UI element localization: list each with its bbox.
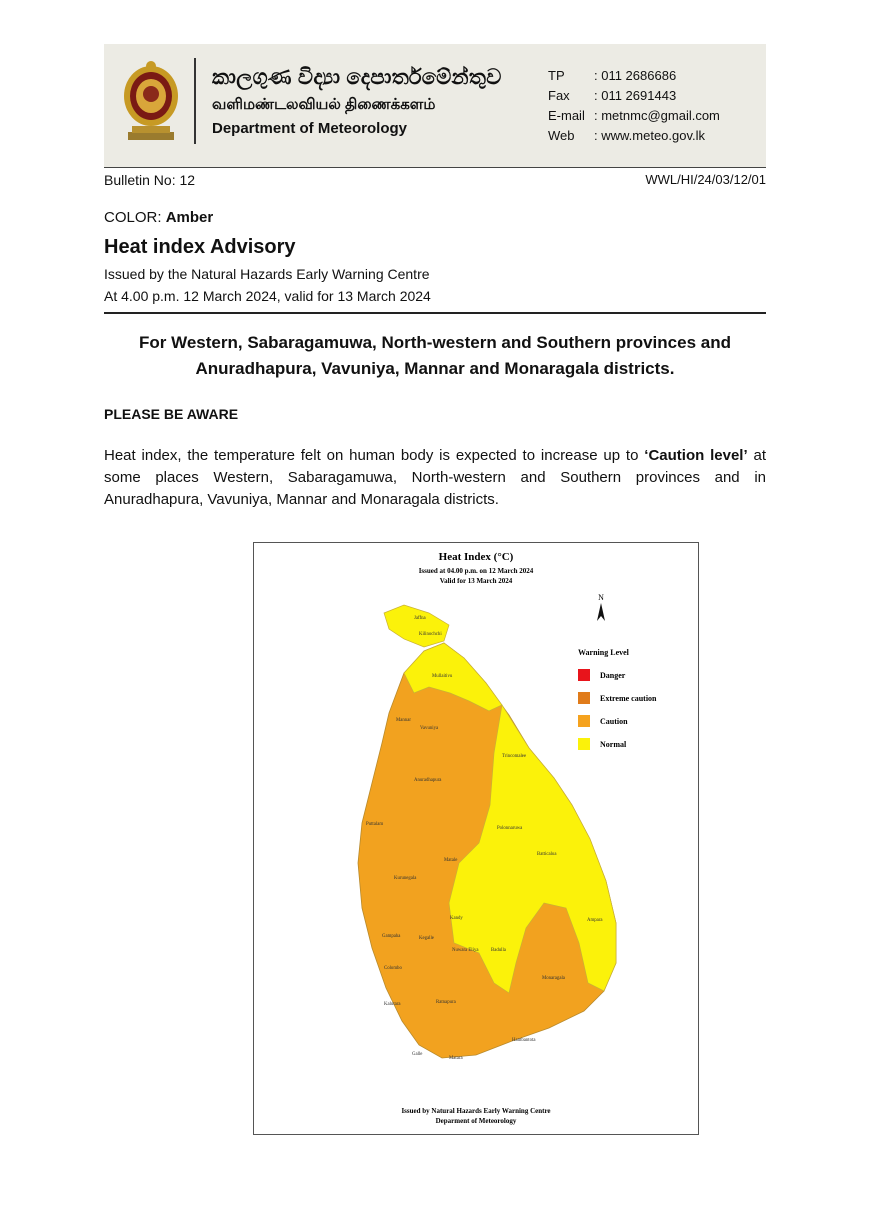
- district-label: Kegalle: [419, 936, 434, 941]
- contact-value[interactable]: : metnmc@gmail.com: [594, 108, 720, 123]
- letterhead: [104, 44, 766, 168]
- district-label: Ratnapura: [436, 1000, 456, 1005]
- district-label: Kurunegala: [394, 876, 417, 881]
- contact-block: [548, 66, 720, 146]
- color-value: Amber: [165, 209, 214, 226]
- district-label: Kilinochchi: [419, 632, 442, 637]
- district-label: Kandy: [450, 916, 463, 921]
- heat-index-map: [253, 542, 699, 1135]
- district-label: Monaragala: [542, 976, 565, 981]
- contact-key: E-mail: [548, 108, 585, 123]
- legend-label: Caution: [600, 717, 628, 726]
- district-label: Colombo: [384, 966, 402, 971]
- contact-row: [548, 106, 720, 126]
- district-label: Matara: [449, 1056, 463, 1061]
- district-label: Vavuniya: [420, 726, 439, 731]
- contact-key: Web: [548, 128, 575, 143]
- map-footer-department: Deparment of Meteorology: [435, 1117, 517, 1125]
- contact-value[interactable]: : www.meteo.gov.lk: [594, 128, 706, 143]
- district-label: Hambantota: [512, 1038, 536, 1043]
- district-label: Anuradhapura: [414, 778, 442, 783]
- affected-areas: [104, 330, 766, 382]
- contact-row: [548, 66, 720, 86]
- areas-line: For Western, Sabaragamuwa, North-western and Southern provinces and: [139, 333, 731, 352]
- contact-key: Fax: [548, 88, 570, 103]
- sri-lanka-emblem-icon: [122, 58, 180, 144]
- jaffna-region: [384, 605, 449, 647]
- contact-row: [548, 126, 720, 146]
- district-label: Batticaloa: [537, 852, 557, 857]
- north-label: N: [598, 593, 604, 602]
- contact-row: [548, 86, 720, 106]
- map-title: Heat Index (°C): [438, 551, 514, 563]
- legend-title: Warning Level: [578, 648, 629, 657]
- map-valid: Valid for 13 March 2024: [439, 577, 513, 585]
- legend-swatch: [578, 715, 590, 727]
- district-label: Mannar: [396, 718, 411, 723]
- advisory-level: ‘Caution level’: [644, 447, 748, 464]
- legend-label: Danger: [600, 671, 626, 680]
- district-label: Galle: [412, 1052, 423, 1057]
- map-footer-issuer: Issued by Natural Hazards Early Warning Centre: [401, 1107, 551, 1115]
- district-label: Matale: [444, 858, 458, 863]
- map-issued: Issued at 04.00 p.m. on 12 March 2024: [418, 567, 534, 575]
- district-label: Gampaha: [382, 934, 401, 939]
- contact-value: : 011 2691443: [594, 88, 677, 103]
- district-label: Badulla: [491, 948, 506, 953]
- bulletin-number: Bulletin No: 12: [104, 172, 196, 188]
- contact-key: TP: [548, 68, 565, 83]
- north-arrow-icon: [597, 603, 605, 621]
- issued-at: At 4.00 p.m. 12 March 2024, valid for 13 March 2024: [104, 288, 431, 304]
- district-label: Polonnaruwa: [497, 826, 523, 831]
- legend-label: Extreme caution: [600, 694, 657, 703]
- issue-info: [104, 263, 431, 307]
- header-divider: [194, 58, 196, 144]
- advisory-text-part: Heat index, the temperature felt on human body is expected to increase up to: [104, 447, 645, 464]
- district-label: Ampara: [587, 918, 603, 923]
- color-line: [104, 209, 213, 226]
- org-name-sinhala: කාලගුණ විද්‍යා දෙපාර්තමේන්තුව: [212, 66, 502, 89]
- reference-code: WWL/HI/24/03/12/01: [645, 172, 766, 187]
- aware-heading: PLEASE BE AWARE: [104, 406, 239, 422]
- district-label: Trincomalee: [502, 754, 527, 759]
- org-name-tamil: வளிமண்டலவியல் திணைக்களம்: [212, 96, 436, 113]
- org-name-english: Department of Meteorology: [212, 120, 408, 137]
- divider: [104, 312, 766, 314]
- legend: [578, 669, 657, 750]
- district-label: Kalutara: [384, 1002, 401, 1007]
- legend-swatch: [578, 692, 590, 704]
- issued-by: Issued by the Natural Hazards Early Warning Centre: [104, 266, 430, 282]
- map-canvas: [254, 543, 698, 1134]
- advisory-text-part: at some places Western, Sabaragamuwa, North-western and Southern provinces and in Anuradhapura, Vavuniya, Mannar and Monaragala districts.: [104, 447, 766, 508]
- district-label: Puttalam: [366, 822, 384, 827]
- district-label: Mullaitivu: [432, 674, 453, 679]
- page-title: Heat index Advisory: [104, 236, 296, 258]
- color-label: COLOR:: [104, 209, 166, 226]
- legend-swatch: [578, 669, 590, 681]
- district-label: Jaffna: [414, 616, 426, 621]
- areas-line: Anuradhapura, Vavuniya, Mannar and Monaragala districts.: [195, 359, 675, 378]
- district-label: Nuwara Eliya: [452, 948, 479, 953]
- legend-swatch: [578, 738, 590, 750]
- advisory-text: [104, 445, 766, 511]
- legend-label: Normal: [600, 740, 627, 749]
- contact-value: : 011 2686686: [594, 68, 677, 83]
